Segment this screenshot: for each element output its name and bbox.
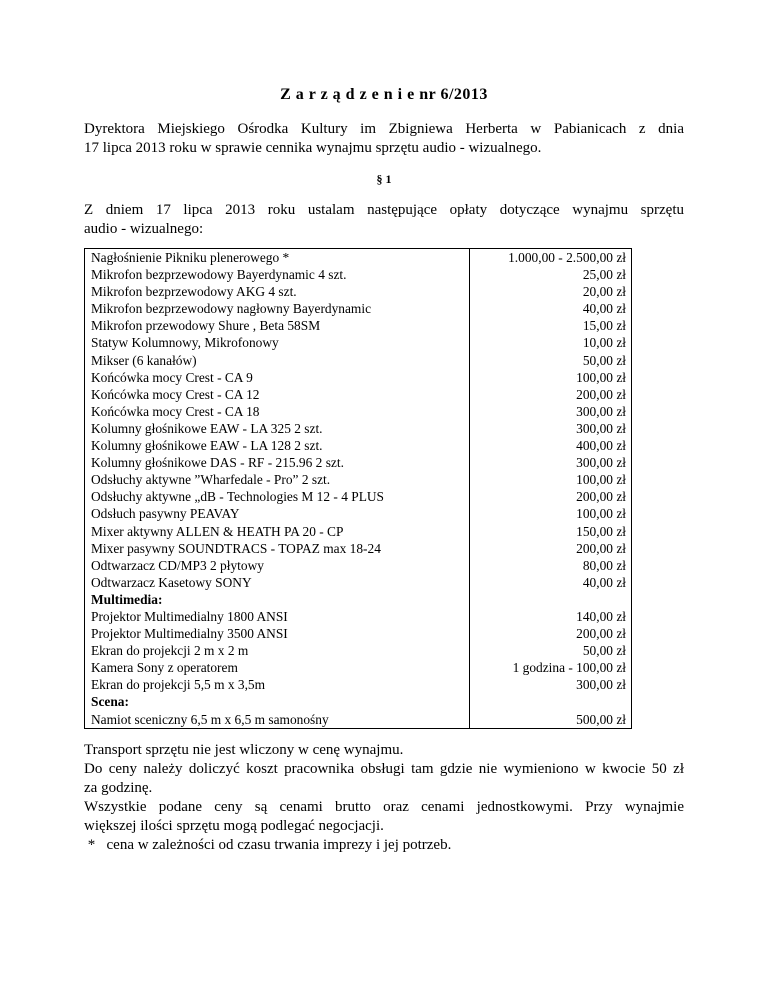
category-heading: Multimedia:: [91, 591, 163, 607]
item-name: Mikrofon przewodowy Shure , Beta 58SM: [91, 318, 321, 334]
item-name: Kolumny głośnikowe DAS - RF - 215.96 2 szt.: [91, 455, 344, 471]
section-heading: § 1: [376, 172, 392, 186]
footer-line-4: Wszystkie podane ceny są cenami brutto oraz cenami jednostkowymi. Przy wynajmie: [84, 799, 684, 815]
item-price: 150,00 zł: [576, 523, 626, 539]
item-price: 300,00 zł: [576, 420, 626, 436]
item-name: Końcówka mocy Crest - CA 18: [91, 403, 260, 419]
footer-line-2: Do ceny należy doliczyć koszt pracownika obsługi tam gdzie nie wymieniono w kwocie 50 zł: [84, 761, 684, 777]
footer-line-1: Transport sprzętu nie jest wliczony w cenę wynajmu.: [84, 742, 404, 758]
item-price: 1.000,00 - 2.500,00 zł: [508, 250, 626, 265]
item-price: 40,00 zł: [582, 574, 626, 590]
item-name: Ekran do projekcji 2 m x 2 m: [91, 643, 249, 659]
item-price: 50,00 zł: [582, 643, 626, 659]
document-intro: [84, 120, 684, 158]
item-price: [470, 693, 626, 710]
item-price: 400,00 zł: [576, 438, 626, 454]
item-name: Mixer pasywny SOUNDTRACS - TOPAZ max 18-24: [91, 540, 381, 556]
item-price: 200,00 zł: [576, 540, 626, 556]
item-name: Nagłośnienie Pikniku plenerowego *: [91, 250, 290, 265]
document-footer: [84, 741, 684, 855]
item-price: 100,00 zł: [576, 369, 626, 385]
item-price: 300,00 zł: [576, 677, 626, 693]
item-price: 10,00 zł: [582, 335, 626, 351]
item-prices-column: [470, 249, 632, 729]
item-name: Mikrofon bezprzewodowy Bayerdynamic 4 szt.: [91, 267, 347, 283]
category-heading: Scena:: [91, 694, 129, 710]
item-name: Statyw Kolumnowy, Mikrofonowy: [91, 335, 279, 351]
item-price: 1 godzina - 100,00 zł: [512, 660, 626, 676]
item-name: Odsłuch pasywny PEAVAY: [91, 506, 240, 522]
item-name: Mikser (6 kanałów): [91, 352, 197, 368]
item-price: [470, 591, 626, 608]
item-price: 80,00 zł: [582, 557, 626, 573]
footer-line-6: * cena w zależności od czasu trwania imprezy i jej potrzeb.: [84, 837, 452, 853]
item-name: Końcówka mocy Crest - CA 9: [91, 369, 253, 385]
intro-line-2: 17 lipca 2013 roku w sprawie cennika wynajmu sprzętu audio - wizualnego.: [84, 140, 542, 156]
item-name: Mixer aktywny ALLEN & HEATH PA 20 - CP: [91, 523, 344, 539]
document-title: Z a r z ą d z e n i e nr 6/2013: [280, 86, 488, 103]
item-price: 100,00 zł: [576, 506, 626, 522]
item-name: Kolumny głośnikowe EAW - LA 325 2 szt.: [91, 420, 323, 436]
item-price: 300,00 zł: [576, 455, 626, 471]
item-names-column: [85, 249, 470, 729]
item-name: Namiot sceniczny 6,5 m x 6,5 m samonośny: [91, 711, 329, 727]
item-name: Kamera Sony z operatorem: [91, 660, 238, 676]
item-price: 140,00 zł: [576, 608, 626, 624]
item-name: Odsłuchy aktywne ”Wharfedale - Pro” 2 szt.: [91, 472, 331, 488]
item-name: Projektor Multimedialny 3500 ANSI: [91, 626, 288, 642]
item-name: Odtwarzacz CD/MP3 2 płytowy: [91, 557, 264, 573]
item-name: Ekran do projekcji 5,5 m x 3,5m: [91, 677, 266, 693]
item-price: 200,00 zł: [576, 489, 626, 505]
item-name: Kolumny głośnikowe EAW - LA 128 2 szt.: [91, 438, 323, 454]
footer-line-5: większej ilości sprzętu mogą podlegać negocjacji.: [84, 818, 384, 834]
item-name: Odsłuchy aktywne „dB - Technologies M 12 - 4 PLUS: [91, 489, 385, 505]
item-name: Końcówka mocy Crest - CA 12: [91, 386, 260, 402]
item-price: 40,00 zł: [582, 301, 626, 317]
paragraph-line-1: Z dniem 17 lipca 2013 roku ustalam następujące opłaty dotyczące wynajmu sprzętu: [84, 202, 684, 218]
paragraph-line-2: audio - wizualnego:: [84, 221, 204, 237]
item-price: 200,00 zł: [576, 386, 626, 402]
item-name: Projektor Multimedialny 1800 ANSI: [91, 608, 288, 624]
item-name: Mikrofon bezprzewodowy nagłowny Bayerdynamic: [91, 301, 372, 317]
item-price: 100,00 zł: [576, 472, 626, 488]
intro-line-1: Dyrektora Miejskiego Ośrodka Kultury im Zbigniewa Herberta w Pabianicach z dnia: [84, 121, 684, 137]
item-price: 15,00 zł: [582, 318, 626, 334]
item-name: Odtwarzacz Kasetowy SONY: [91, 574, 252, 590]
item-price: 20,00 zł: [582, 284, 626, 300]
item-price: 50,00 zł: [582, 352, 626, 368]
footer-line-3: za godzinę.: [84, 780, 153, 796]
item-price: 300,00 zł: [576, 403, 626, 419]
price-table: [84, 248, 632, 729]
item-price: 25,00 zł: [582, 267, 626, 283]
item-price: 500,00 zł: [576, 711, 626, 727]
item-price: 200,00 zł: [576, 626, 626, 642]
section-paragraph: [84, 201, 684, 239]
price-table-body: [85, 249, 632, 729]
item-name: Mikrofon bezprzewodowy AKG 4 szt.: [91, 284, 297, 300]
